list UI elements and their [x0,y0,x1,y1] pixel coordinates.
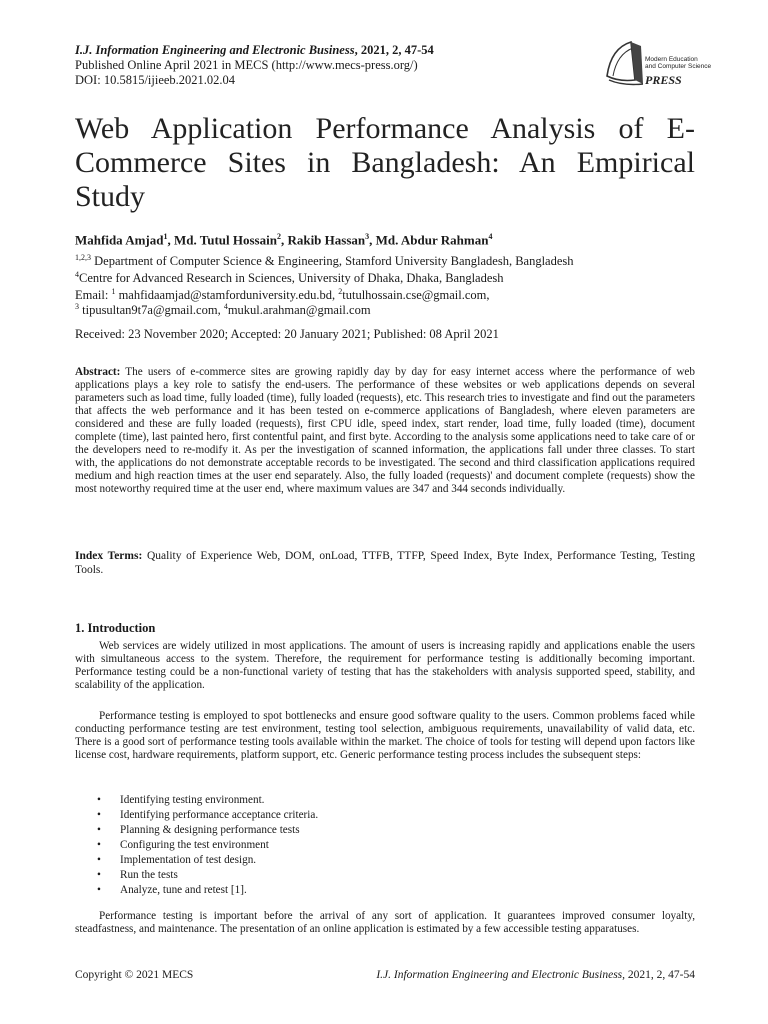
email-link[interactable]: tipusultan9t7a@gmail.com, [82,303,221,318]
author-name: Md. Tutul Hossain [173,232,277,248]
abstract-text: The users of e-commerce sites are growing rapidly day by day for easy internet access where the performance of web applications plays a key role to satisfy the end-users. The performance of these websites or web applications depends on several parameters such as load time, fully loaded (time), fully loaded (requests), etc. This research tries to investigate and find out the parameters that affects the web performance and it has been tested on e-commerce applications of Bangladesh, where eleven parameters are considered and these are fully loaded (requests), first CPU idle, speed index, start render, load time, fully loaded (time), document complete (time), last painted hero, first contentful paint, and first byte. According to the analysis some applications need to take care of or the developers need to re-modify it. As per the investigation of scanned information, the applications fall under three classes. To start with, the applications do not demonstrate acceptable records to be investigated. The second and third classification applications required medium and high reaction times at the user end separately. Also, the fully loaded (requests)' and document complete (requests) show the most noteworthy required time at the user end, where maximum values are 347 and 344 seconds individually. [75,366,695,495]
journal-line: I.J. Information Engineering and Electronic Business, 2021, 2, 47-54 [75,43,434,57]
email-line: Email: $^1$ mahfidaamjad@stamforduniversity.edu.bd, $^2$tutulhossain.cse@gmail.com, [75,287,490,303]
logo-line-3: PRESS [645,73,682,87]
email-line: $^3$ tipusultan9t7a@gmail.com, $^4$mukul.arahman@gmail.com [75,302,371,318]
abstract-label: Abstract: [75,366,121,378]
book-logo-icon [601,36,712,96]
affiliation: $^{1,2,3}$ Department of Computer Science & Engineering, Stamford University Bangladesh, Bangladesh [75,253,574,269]
copyright: Copyright © 2021 MECS [75,969,194,981]
list-item: • Run the tests [75,868,695,883]
journal-header [75,43,434,88]
list-item: • Identifying performance acceptance criteria. [75,808,695,823]
paragraph: Performance testing is important before the arrival of any sort of application. It guarantees improved consumer loyalty, steadfastness, and maintenance. The presentation of an online application is estimated by a few accessible testing apparatuses. [75,910,695,935]
author-name: Rakib Hassan [287,232,366,248]
journal-title: I.J. Information Engineering and Electronic Business [75,43,355,57]
email-link[interactable]: tutulhossain.cse@gmail.com, [342,288,490,303]
list-item: • Configuring the test environment [75,838,695,853]
author-list: Mahfida Amjad$^1$, Md. Tutul Hossain$^2$, Rakib Hassan$^3$, Md. Abdur Rahman$^4$ [75,232,493,248]
index-terms-text: Quality of Experience Web, DOM, onLoad, TTFB, TTFP, Speed Index, Byte Index, Performance Testing, Testing Tools. [75,550,696,576]
abstract [75,366,695,496]
list-item: • Planning & designing performance tests [75,823,695,838]
paper-title: Web Application Performance Analysis of E-Commerce Sites in Bangladesh: An Empirical Study [75,112,695,213]
section-heading: 1. Introduction [75,621,156,635]
doi-line: DOI: 10.5815/ijieeb.2021.02.04 [75,73,236,87]
published-line: Published Online April 2021 in MECS (http://www.mecs-press.org/) [75,58,418,72]
publisher-logo [601,36,712,96]
list-item: • Analyze, tune and retest [1]. [75,883,695,898]
paragraph: Performance testing is employed to spot bottlenecks and ensure good software quality to the users. Common problems faced while conducting performance testing are test environment, testing tool selection, ambiguous requirements, unavailability of valid data, etc. There is a good sort of performance testing tools available within the market. The choice of tools for testing will depend upon factors like license cost, hardware requirements, platform support, etc. Generic performance testing process includes the subsequent steps: [75,710,695,761]
paragraph: Web services are widely utilized in most applications. The amount of users is increasing rapidly and applications enable the users with simultaneous access to the system. Therefore, the requirement for performance testing is additionally becoming important. Performance testing could be a non-functional variety of testing that has the stakeholders with analysis supported speed, stability, and scalability of the application. [75,640,695,691]
list-item: • Identifying testing environment. [75,793,695,808]
affiliation: $^4$Centre for Advanced Research in Sciences, University of Dhaka, Dhaka, Bangladesh [75,270,504,286]
email-link[interactable]: mahfidaamjad@stamforduniversity.edu.bd, [118,288,336,303]
index-terms-label: Index Terms: [75,550,143,562]
index-terms [75,550,695,577]
received-dates: Received: 23 November 2020; Accepted: 20 January 2021; Published: 08 April 2021 [75,327,499,341]
logo-line-1: Modern Education [645,56,698,63]
logo-line-2: and Computer Science [645,63,712,70]
list-item: • Implementation of test design. [75,853,695,868]
footer-journal: I.J. Information Engineering and Electronic Business, 2021, 2, 47-54 [376,969,695,981]
author-name: Md. Abdur Rahman [375,232,489,248]
email-link[interactable]: mukul.arahman@gmail.com [227,303,371,318]
steps-list [75,793,695,898]
journal-issue: 2021, 2, 47-54 [360,43,434,57]
author-name: Mahfida Amjad [75,232,164,248]
